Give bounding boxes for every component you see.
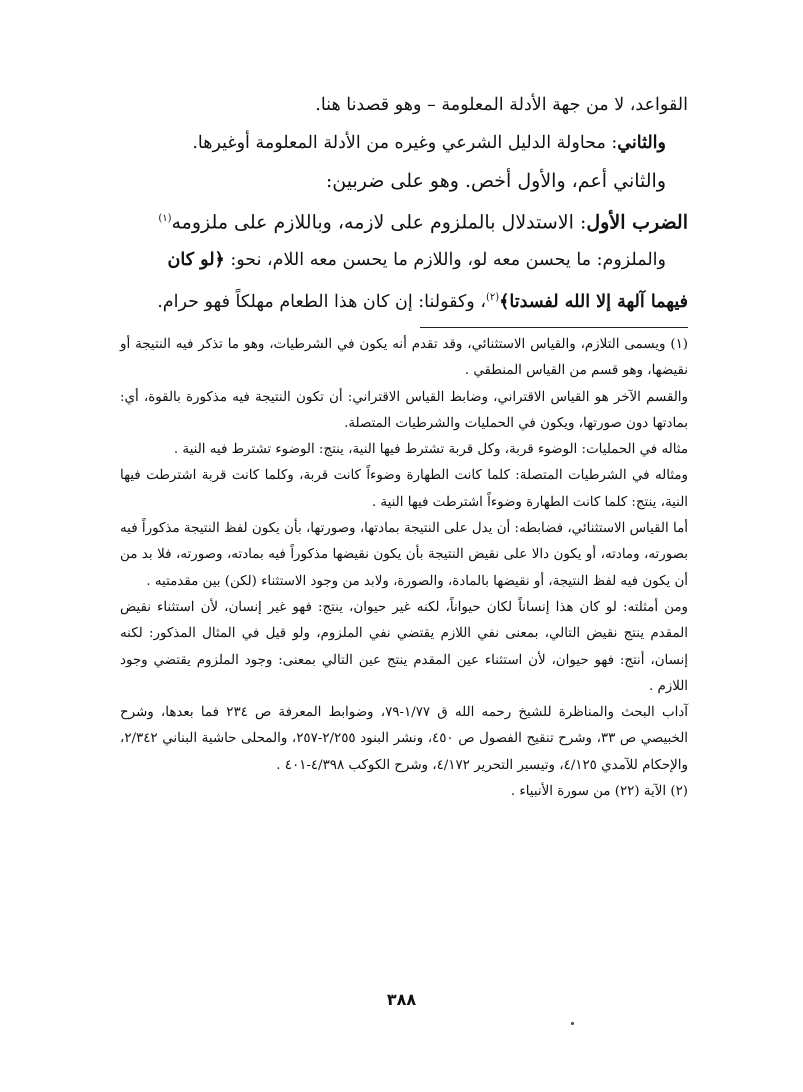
main-line-2-text: : محاولة الدليل الشرعي وغيره من الأدلة المعلومة أوغيرها. [192, 133, 618, 153]
main-line-3: والثاني أعم، والأول أخص. وهو على ضربين: [325, 170, 666, 192]
footnote-2: (٢) الآية (٢٢) من سورة الأنبياء . [510, 784, 688, 800]
main-line-6 [120, 279, 688, 321]
footnote-references: آداب البحث والمناظرة للشيخ رحمه الله ق ١/٧٧-٧٩، وضوابط المعرفة ص ٢٣٤ فما بعدها، وشرح الخبيصي ص ٣٣، وشرح تنقيح الفصول ص ٤٥٠، ونشر البنود ٢/٢٥٥-٢٥٧، والمحلى حاشية البناني ٢/٣٤٢، والإحكام للآمدي ٤/١٢٥، وتيسير التحرير ٤/١٧٢، وشرح الكوكب ٤/٣٩٨-٤٠١ . [120, 705, 688, 773]
footnote-paragraph: أما القياس الاستثنائي، فضابطه: أن يدل على النتيجة بمادتها، وصورتها، بأن يكون لفظ النتيجة مذكوراً فيه بصورته، ومادته، أو يكون دالا على نقيض النتيجة بأن يكون نقيضها مذكوراً فيه بمادته، وصورته، فلا بد من أن يكون فيه لفظ النتيجة، أو نقيضها بالمادة، والصورة، ولابد من وجود الاستثناء (لكن) بين مقدمتيه . [120, 521, 688, 589]
footnote-1: (١) ويسمى التلازم، والقياس الاستثنائي، وقد تقدم أنه يكون في الشرطيات، وهو ما تذكر فيه النتيجة أو نقيضها، وهو قسم من القياس المنطقي . [120, 337, 688, 379]
main-line-5-text: والملزوم: ما يحسن معه لو، واللازم ما يحسن معه اللام، نحو: [224, 250, 666, 271]
main-line-2 [120, 124, 688, 162]
footnote-paragraph: ومثاله في الشرطيات المتصلة: كلما كانت الطهارة وضوءاً كانت قربة، وكلما كانت قربة اشترطت فيها النية، ينتج: كلما كانت الطهارة وضوءاً اشترطت فيها النية . [120, 468, 688, 510]
second-type-label: والثاني [617, 133, 666, 153]
main-line-1: القواعد، لا من جهة الأدلة المعلومة – وهو قصدنا هنا. [315, 95, 688, 115]
footnote-ref-1: (١) [158, 213, 172, 224]
page-number: ٣٨٨ [386, 990, 417, 1009]
footnotes [120, 332, 688, 805]
footnote-paragraph: ومن أمثلته: لو كان هذا إنساناً لكان حيواناً، لكنه غير حيوان، ينتج: فهو غير إنسان، لأن استثناء نقيض المقدم ينتج نقيض التالي، بمعنى نفي اللازم يقتضي نفي الملزوم، ولو قيل في المثال المذكور: لكنه إنسان، أنتج: فهو حيوان، لأن استثناء عين المقدم ينتج عين التالي بمعنى: وجود الملزوم يقتضي وجود اللازم . [120, 599, 688, 694]
main-line-5 [120, 241, 688, 279]
footnote-paragraph: مثاله في الحمليات: الوضوء قربة، وكل قربة تشترط فيها النية، ينتج: الوضوء تشترط فيه النية . [173, 442, 688, 458]
footnote-paragraph: والقسم الآخر هو القياس الاقتراني، وضابط القياس الاقتراني: أن تكون النتيجة فيه مذكورة بالقوة، أي: بمادتها دون صورتها، ويكون في الحمليات والشرطيات المتصلة. [120, 389, 688, 431]
verse-end: فيهما آلهة إلا الله لفسدتا﴾ [499, 292, 688, 313]
main-line-6-text: ، وكقولنا: إن كان هذا الطعام مهلكاً فهو حرام. [157, 292, 486, 313]
verse-start: ﴿لو كان [167, 250, 225, 271]
footnote-divider [420, 327, 688, 328]
scan-speck [571, 1022, 574, 1025]
main-line-4 [120, 200, 688, 241]
main-line-4-text: : الاستدلال بالملزوم على لازمه، وباللازم على ملزومه [171, 211, 587, 234]
first-kind-heading: الضرب الأول [586, 211, 688, 234]
footnote-ref-2: (٢) [485, 292, 500, 304]
main-text [120, 86, 688, 321]
